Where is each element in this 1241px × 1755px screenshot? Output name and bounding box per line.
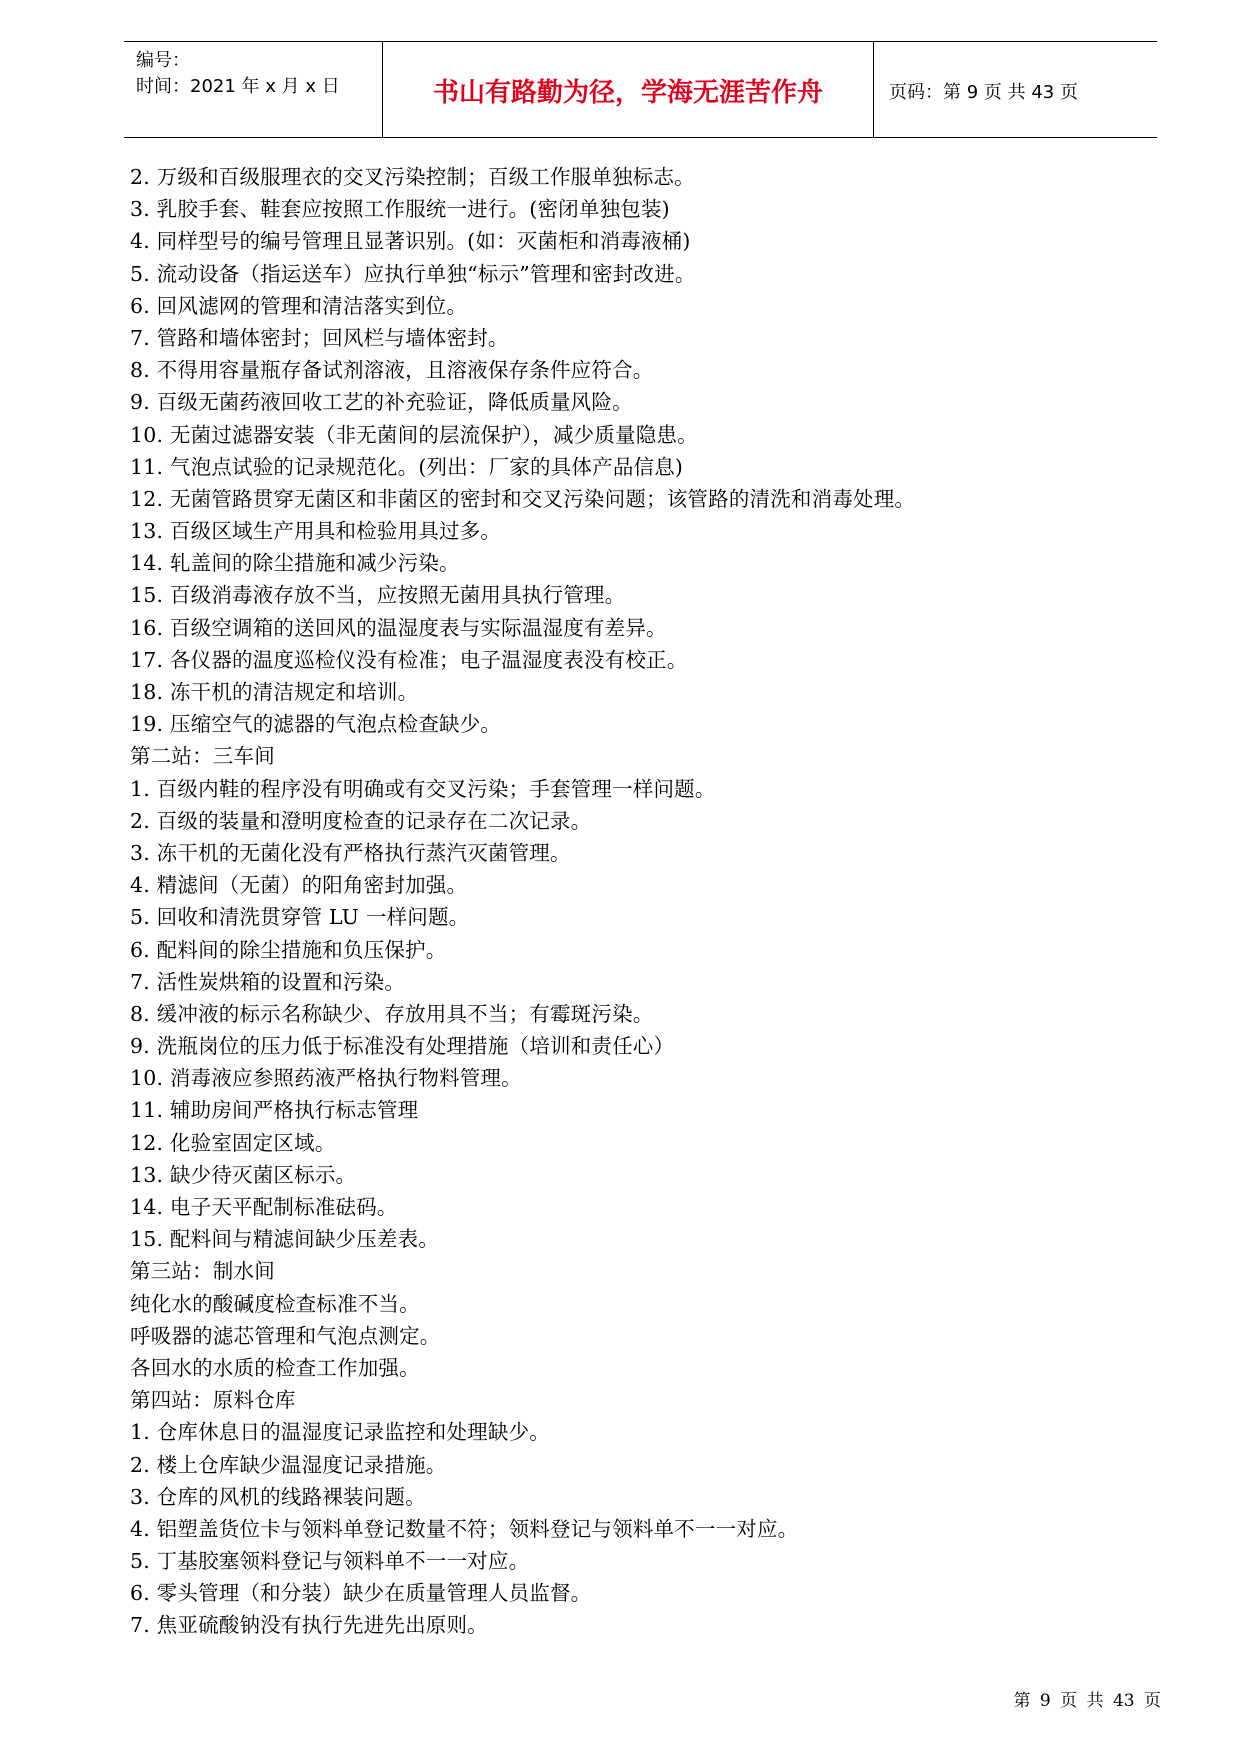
header-motto-cell xyxy=(382,42,874,137)
text-line: 7. 管路和墙体密封；回风栏与墙体密封。 xyxy=(130,325,509,350)
page-footer: 第 9 页 共 43 页 xyxy=(1013,1691,1161,1711)
document-time-label: 时间：2021 年 x 月 x 日 xyxy=(136,76,340,97)
text-line: 11. 辅助房间严格执行标志管理 xyxy=(130,1098,419,1123)
text-line: 13. 百级区域生产用具和检验用具过多。 xyxy=(130,519,502,544)
text-line: 12. 无菌管路贯穿无菌区和非菌区的密封和交叉污染问题；该管路的清洗和消毒处理。 xyxy=(130,486,916,511)
text-line: 17. 各仪器的温度巡检仪没有检准；电子温湿度表没有校正。 xyxy=(130,647,688,672)
text-line: 14. 电子天平配制标准砝码。 xyxy=(130,1195,398,1219)
text-line: 3. 仓库的风机的线路裸装问题。 xyxy=(130,1484,426,1509)
text-line: 4. 同样型号的编号管理且显著识别。(如：灭菌柜和消毒液桶) xyxy=(130,229,691,254)
text-line: 第四站：原料仓库 xyxy=(130,1388,296,1413)
text-line: 3. 冻干机的无菌化没有严格执行蒸汽灭菌管理。 xyxy=(130,840,571,865)
text-line: 5. 流动设备（指运送车）应执行单独“标示”管理和密封改进。 xyxy=(130,261,696,286)
page-header xyxy=(124,41,1157,138)
text-line: 7. 活性炭烘箱的设置和污染。 xyxy=(130,969,406,994)
text-line: 第三站：制水间 xyxy=(130,1259,275,1284)
text-line: 10. 消毒液应参照药液严格执行物料管理。 xyxy=(130,1066,522,1091)
text-line: 2. 万级和百级服理衣的交叉污染控制；百级工作服单独标志。 xyxy=(130,165,695,189)
text-line: 13. 缺少待灭菌区标示。 xyxy=(130,1162,357,1187)
text-line: 各回水的水质的检查工作加强。 xyxy=(130,1355,420,1380)
text-line: 11. 气泡点试验的记录规范化。(列出：厂家的具体产品信息) xyxy=(130,454,684,479)
text-line: 16. 百级空调箱的送回风的温湿度表与实际温湿度有差异。 xyxy=(130,615,667,640)
text-line: 4. 精滤间（无菌）的阳角密封加强。 xyxy=(130,873,468,898)
text-line: 2. 百级的装量和澄明度检查的记录存在二次记录。 xyxy=(130,808,592,833)
text-line: 5. 丁基胶塞领料登记与领料单不一一对应。 xyxy=(130,1549,530,1574)
header-meta xyxy=(124,42,382,137)
text-line: 19. 压缩空气的滤器的气泡点检查缺少。 xyxy=(130,712,502,737)
text-line: 4. 铝塑盖货位卡与领料单登记数量不符；领料登记与领料单不一一对应。 xyxy=(130,1516,799,1541)
text-line: 纯化水的酸碱度检查标准不当。 xyxy=(130,1291,420,1316)
header-page-info: 页码：第 9 页 共 43 页 xyxy=(889,82,1078,103)
text-line: 8. 不得用容量瓶存备试剂溶液，且溶液保存条件应符合。 xyxy=(130,358,654,383)
text-line: 15. 百级消毒液存放不当，应按照无菌用具执行管理。 xyxy=(130,583,626,608)
text-line: 9. 洗瓶岗位的压力低于标准没有处理措施（培训和责任心） xyxy=(130,1034,675,1059)
document-number-label: 编号： xyxy=(136,50,190,71)
document-body xyxy=(130,161,1150,1642)
text-line: 14. 轧盖间的除尘措施和减少污染。 xyxy=(130,551,460,576)
text-line: 15. 配料间与精滤间缺少压差表。 xyxy=(130,1227,440,1252)
text-line: 6. 回风滤网的管理和清洁落实到位。 xyxy=(130,293,468,318)
text-line: 呼吸器的滤芯管理和气泡点测定。 xyxy=(130,1323,441,1348)
text-line: 1. 仓库休息日的温湿度记录监控和处理缺少。 xyxy=(130,1420,550,1445)
text-line: 9. 百级无菌药液回收工艺的补充验证，降低质量风险。 xyxy=(130,390,633,415)
text-line: 3. 乳胶手套、鞋套应按照工作服统一进行。(密闭单独包装) xyxy=(130,197,670,222)
text-line: 6. 配料间的除尘措施和负压保护。 xyxy=(130,937,447,962)
text-line: 1. 百级内鞋的程序没有明确或有交叉污染；手套管理一样问题。 xyxy=(130,776,716,801)
text-line: 6. 零头管理（和分装）缺少在质量管理人员监督。 xyxy=(130,1581,592,1606)
header-motto: 书山有路勤为径，学海无涯苦作舟 xyxy=(432,78,823,108)
text-line: 第二站：三车间 xyxy=(130,744,275,769)
text-line: 5. 回收和清洗贯穿管 LU 一样问题。 xyxy=(130,905,470,930)
text-line: 2. 楼上仓库缺少温湿度记录措施。 xyxy=(130,1452,447,1477)
text-line: 18. 冻干机的清洁规定和培训。 xyxy=(130,680,419,704)
text-line: 8. 缓冲液的标示名称缺少、存放用具不当；有霉斑污染。 xyxy=(130,1001,654,1026)
text-line: 10. 无菌过滤器安装（非无菌间的层流保护），减少质量隐患。 xyxy=(130,422,698,447)
text-line: 12. 化验室固定区域。 xyxy=(130,1130,336,1155)
header-page-cell xyxy=(873,42,1157,137)
text-line: 7. 焦亚硫酸钠没有执行先进先出原则。 xyxy=(130,1613,488,1638)
